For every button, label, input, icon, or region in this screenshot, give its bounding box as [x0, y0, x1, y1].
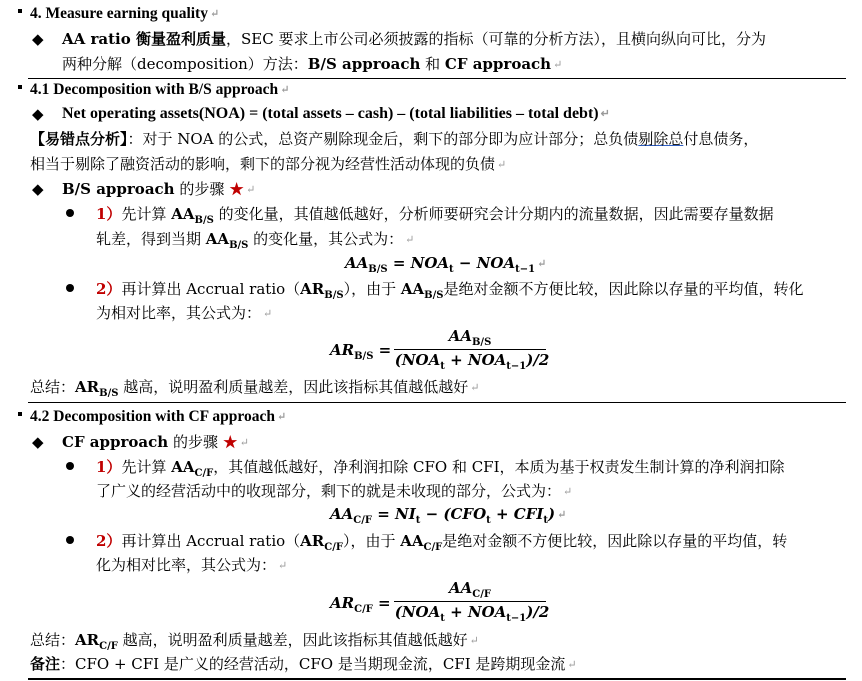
diamond-bullet-icon: ◆	[32, 180, 44, 198]
heading-bullet-icon	[18, 85, 22, 89]
formula-aa-bs: $AA_{B/S} = NOA_t - NOA_{t-1}$ ↵	[345, 254, 547, 275]
cf-step2-line2: 化为相对比率，其公式为： ↵	[96, 556, 288, 574]
star-icon: ★	[229, 180, 245, 198]
noa-formula: Net operating assets(NOA) = (total assets – cash) – (total liabilities – total debt) ↵	[62, 105, 610, 122]
formula-ar-bs-denominator: $(NOA_t + NOA_{t-1})/2$	[394, 351, 550, 372]
aa-ratio-paragraph-line2: 两种分解（decomposition）方法：B/S approach 和 CF approach ↵	[62, 55, 563, 73]
bs-step2: 2）再计算出 Accrual $ratio(AR_{B/S})$，由于 $AA_{B/S}$是绝对金额不方便比较，因此除以存量的平均值，转化	[96, 280, 804, 301]
dot-bullet-icon	[66, 284, 74, 292]
star-icon: ★	[222, 433, 238, 451]
heading-bullet-icon	[18, 9, 22, 13]
formula-ar-cf-lhs: $AR_{C/F}$ =	[330, 594, 391, 615]
formula-ar-bs-lhs: $AR_{B/S}$ =	[330, 341, 392, 362]
fraction-bar	[394, 601, 546, 602]
bs-approach-title: B/S approach 的步骤 ★ ↵	[62, 180, 256, 198]
formula-ar-bs-numerator: $AA_{B/S}$	[448, 327, 492, 348]
heading-4-2: 4.2 Decomposition with CF approach ↵	[18, 406, 286, 428]
heading-bullet-icon	[18, 412, 22, 416]
analysis-paragraph-line2: 相当于剔除了融资活动的影响，剩下的部分视为经营性活动体现的负债 ↵	[30, 155, 507, 173]
bs-step1-line2: 轧差，得到当期 $AA_{B/S}$ 的变化量，其公式为： ↵	[96, 230, 415, 251]
cf-step2: 2）再计算出 Accrual $ratio(AR_{C/F})$，由于 $AA_{C/F}$是绝对金额不方便比较，因此除以存量的平均值，转	[96, 532, 788, 553]
cf-step1: 1）先计算 $AA_{C/F}$，其值越低越好，净利润扣除 CFO 和 CFI，本质为基于权责发生制计算的净利润扣除	[96, 458, 785, 479]
diamond-bullet-icon: ◆	[32, 105, 44, 123]
dot-bullet-icon	[66, 536, 74, 544]
aa-ratio-paragraph: AA ratio 衡量盈利质量，SEC 要求上市公司必须披露的指标（可靠的分析方法），且横向纵向可比，分为	[62, 30, 766, 48]
diamond-bullet-icon: ◆	[32, 30, 44, 48]
bottom-divider	[28, 678, 846, 680]
formula-aa-cf: $AA_{C/F} = NI_t - (CFO_t + CFI_t)$ ↵	[330, 505, 567, 526]
fraction-bar	[394, 349, 546, 350]
formula-ar-cf-denominator: $(NOA_t + NOA_{t-1})/2$	[394, 603, 550, 624]
cf-note: 备注：CFO + CFI 是广义的经营活动，CFO 是当期现金流，CFI 是跨期现金流 ↵	[30, 655, 577, 673]
bs-step1: 1）先计算 $AA_{B/S}$ 的变化量，其值越低越好，分析师要研究会计分期内的流量数据，因此需要存量数据	[96, 205, 774, 226]
diamond-bullet-icon: ◆	[32, 433, 44, 451]
cf-summary: 总结：$AR_{C/F}$ 越高，说明盈利质量越差，因此该指标其值越低越好 ↵	[30, 631, 479, 652]
bs-summary: 总结：$AR_{B/S}$ 越高，说明盈利质量越差，因此该指标其值越低越好 ↵	[30, 378, 480, 399]
cf-step1-line2: 了广义的经营活动中的收现部分，剩下的就是未收现的部分，公式为： ↵	[96, 482, 573, 500]
analysis-paragraph: 【易错点分析】：对于 NOA 的公式，总资产剔除现金后，剩下的部分即为应计部分；总负债剔除总付息债务，	[30, 130, 759, 148]
formula-ar-cf-numerator: $AA_{C/F}$	[449, 579, 491, 600]
dot-bullet-icon	[66, 462, 74, 470]
divider	[28, 402, 846, 403]
bs-step2-line2: 为相对比率，其公式为： ↵	[96, 304, 273, 322]
cf-approach-title: CF approach 的步骤 ★ ↵	[62, 433, 249, 451]
dot-bullet-icon	[66, 209, 74, 217]
heading-4: 4. Measure earning quality ↵	[18, 3, 219, 25]
heading-4-1: 4.1 Decomposition with B/S approach ↵	[18, 79, 289, 101]
